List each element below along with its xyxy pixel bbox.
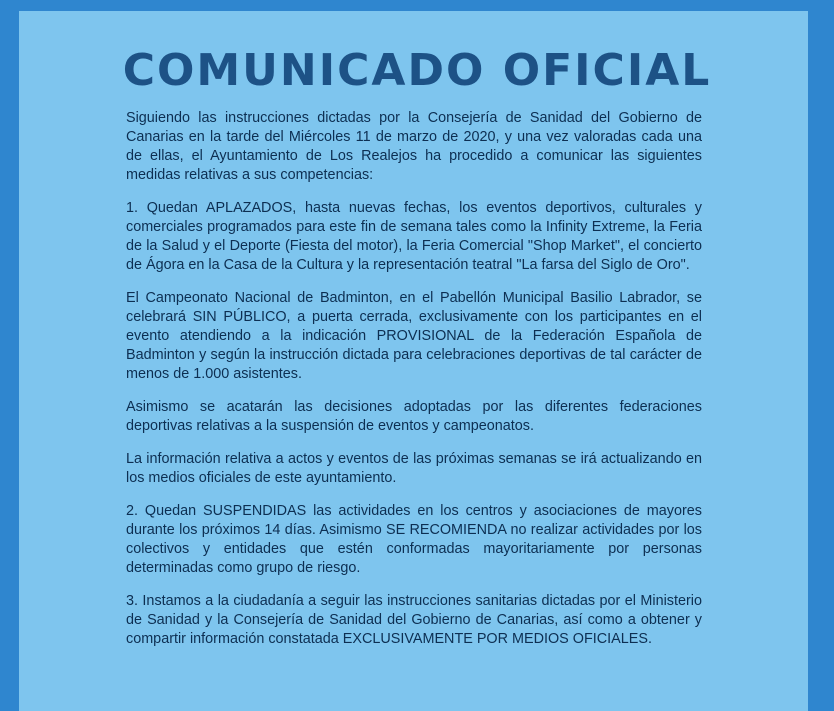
notice-body bbox=[126, 109, 702, 663]
paragraph-information: La información relativa a actos y eventos de las próximas semanas se irá actualizando en los medios oficiales de este ayuntamiento. bbox=[126, 451, 702, 486]
paragraph-federations: Asimismo se acatarán las decisiones adoptadas por las diferentes federaciones deportivas relativas a la suspensión de eventos y campeonatos. bbox=[126, 399, 702, 434]
paragraph-intro: Siguiendo las instrucciones dictadas por la Consejería de Sanidad del Gobierno de Canarias en la tarde del Miércoles 11 de marzo de 2020, y una vez valoradas cada una de ellas, el Ayuntamiento de Los Realejos ha procedido a comunicar las siguientes medidas relativas a sus competencias: bbox=[126, 110, 702, 183]
paragraph-measure-2: 2. Quedan SUSPENDIDAS las actividades en los centros y asociaciones de mayores durante los próximos 14 días. Asimismo SE RECOMIENDA no realizar actividades por los colectivos y entidades que estén conformadas mayoritariamente por personas determinadas como grupo de riesgo. bbox=[126, 503, 702, 576]
paragraph-measure-1: 1. Quedan APLAZADOS, hasta nuevas fechas, los eventos deportivos, culturales y comerciales programados para este fin de semana tales como la Infinity Extreme, la Feria de la Salud y el Deporte (Fiesta del motor), la Feria Comercial "Shop Market", el concierto de Ágora en la Casa de la Cultura y la representación teatral "La farsa del Siglo de Oro". bbox=[126, 200, 702, 273]
page-title: COMUNICADO OFICIAL bbox=[122, 45, 712, 96]
paragraph-measure-3: 3. Instamos a la ciudadanía a seguir las instrucciones sanitarias dictadas por el Ministerio de Sanidad y la Consejería de Sanidad del Gobierno de Canarias, así como a obtener y compartir información constatada EXCLUSIVAMENTE POR MEDIOS OFICIALES. bbox=[126, 593, 702, 647]
paragraph-badminton: El Campeonato Nacional de Badminton, en el Pabellón Municipal Basilio Labrador, se celebrará SIN PÚBLICO, a puerta cerrada, exclusivamente con los participantes en el evento atendiendo a la indicación PROVISIONAL de la Federación Española de Badminton y según la instrucción dictada para celebraciones deportivas de tal carácter de menos de 1.000 asistentes. bbox=[126, 290, 702, 382]
